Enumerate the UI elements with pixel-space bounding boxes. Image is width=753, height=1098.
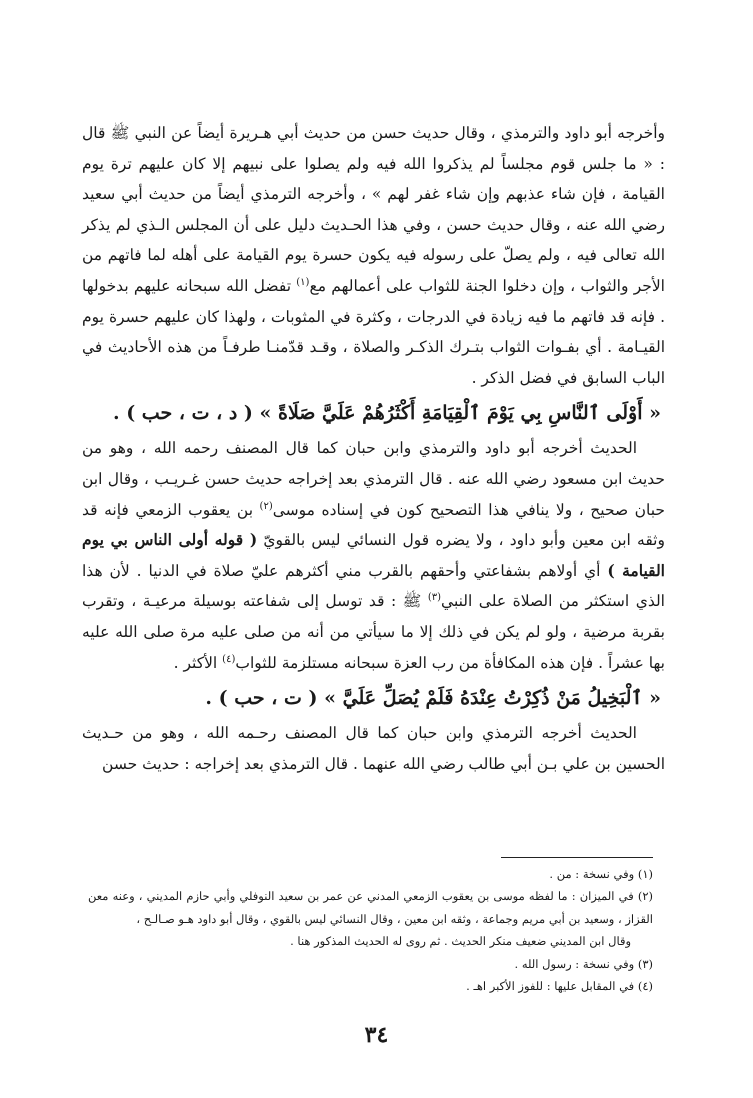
paragraph-2-part-c: أي أولاهم بشفاعتي وأحقهم بالقرب مني أكثرهم عليّ صلاة في الدنيا . لأن هذا الذي استكثر من الصلاة على النبي xyxy=(82,561,665,611)
paragraph-1-end: تفضل الله سبحانه عليهم بدخولها . فإنه قد فاتهم ما فيه زيادة في الدرجات ، وكثرة في المثوبات ، ولهذا كان عليهم حسرة يوم القيـامة . أي بفـوات الثواب بتـرك الذكـر والصلاة ، وقـد قدّمنـا طرفـاً من هذه الأحاديث في الباب السابق في فضل الذكر . xyxy=(82,276,665,387)
page-number: ٣٤ xyxy=(364,1022,389,1048)
paragraph-2-part-a: الحديث أخرجه أبو داود والترمذي وابن حبان كما قال المصنف رحمه الله ، وهو من حديث ابن مسعود رضي الله عنه . قال الترمذي بعد إخراجه حديث حسن غـريـب ، وقال ابن حبان صحيح ، ولا ينافي هذا التصحيح كون في إسناده موسى xyxy=(82,439,665,519)
paragraph-2 xyxy=(82,433,665,678)
paragraph-1-text: وأخرجه أبو داود والترمذي ، وقال حديث حسن من حديث أبي هـريرة أيضاً عن النبي ﷺ قال : « ما جلس قوم مجلساً لم يذكروا الله فيه ولم يصلوا على نبيهم إلا كان عليهم ترة يوم القيامة ، فإن شاء عذبهم وإن شاء غفر لهم » ، وأخرجه الترمذي أيضاً من حديث أبي سعيد رضي الله عنه ، وقال حديث حسن ، وفي هذا الحـديث دليل على أن المجلس الـذي لم يذكر الله تعالى فيه ، ولم يصلّ على رسوله فيه يكون حسرة يوم القيامة على أهله لما فاتهم من الأجر والثواب ، وإن دخلوا الجنة للثواب على أعمالهم مع xyxy=(82,124,665,295)
footnote-2-continued: وقال ابن المديني ضعيف منكر الحديث . ثم روى له الحديث المذكور هنا . xyxy=(290,934,631,949)
footnote-2: (٢) في الميزان : ما لفظه موسى بن يعقوب الزمعي المدني عن عمر بن سعيد النوفلي وأبي حازم المديني ، وعنه معن القزاز ، وسعيد بن أبي مريم وجماعة ، وثقه ابن معين ، وقال النسائي ليس بالقوي ، وقال أبو داود هـو صـالـح ، xyxy=(88,889,653,926)
footnote-1: (١) وفي نسخة : من . xyxy=(549,867,653,881)
footnote-ref-2[interactable]: (٢) xyxy=(259,500,273,512)
footnote-4: (٤) في المقابل عليها : للفوز الأكبر اهـ . xyxy=(466,979,653,994)
footnotes xyxy=(88,863,653,997)
paragraph-2-part-d: ﷺ : قد توسل إلى شفاعته بوسيلة مرعيـة ، وتقرب بقربة مرضية ، ولو لم يكن في ذلك إلا ما سيأتي من أنه من صلى عليه مرة صلى الله عليه بها عشراً . فإن هذه المكافأة من رب العزة سبحانه مستلزمة للثواب xyxy=(82,592,665,672)
footnote-ref-4[interactable]: (٤) xyxy=(222,653,236,665)
paragraph-2-bold-quote: ( قوله أولى الناس بي يوم القيامة ) xyxy=(82,530,665,580)
paragraph-3: الحديث أخرجه الترمذي وابن حبان كما قال المصنف رحـمه الله ، وهو من حـديث الحسين بن علي بـن أبي طالب رضي الله عنهما . قال الترمذي بعد إخراجه : حديث حسن xyxy=(82,724,665,773)
hadith-heading-2: « ٱلْبَخِيلُ مَنْ ذُكِرْتُ عِنْدَهُ فَلَمْ يُصَلِّ عَلَيَّ » ( ت ، حب ) . xyxy=(205,687,661,710)
footnote-ref-3[interactable]: (٣) xyxy=(427,592,442,604)
main-text xyxy=(82,118,665,779)
footnote-ref-1[interactable]: (١) xyxy=(296,276,310,288)
paragraph-2-part-b: بن يعقوب الزمعي فإنه قد وثقه ابن معين وأبو داود ، ولا يضره قول النسائي ليس بالقويّ xyxy=(82,500,665,550)
footnote-3: (٣) وفي نسخة : رسول الله . xyxy=(514,956,653,971)
paragraph-1 xyxy=(82,118,665,393)
hadith-heading-1: « أَوْلَى ٱلنَّاسِ بِي يَوْمَ ٱلْقِيَامَةِ أَكْثَرُهُمْ عَلَيَّ صَلَاةً » ( د ، ت ، حب ) . xyxy=(112,402,661,425)
footnote-divider xyxy=(501,857,653,858)
paragraph-2-part-e: الأكثر . xyxy=(173,653,223,672)
